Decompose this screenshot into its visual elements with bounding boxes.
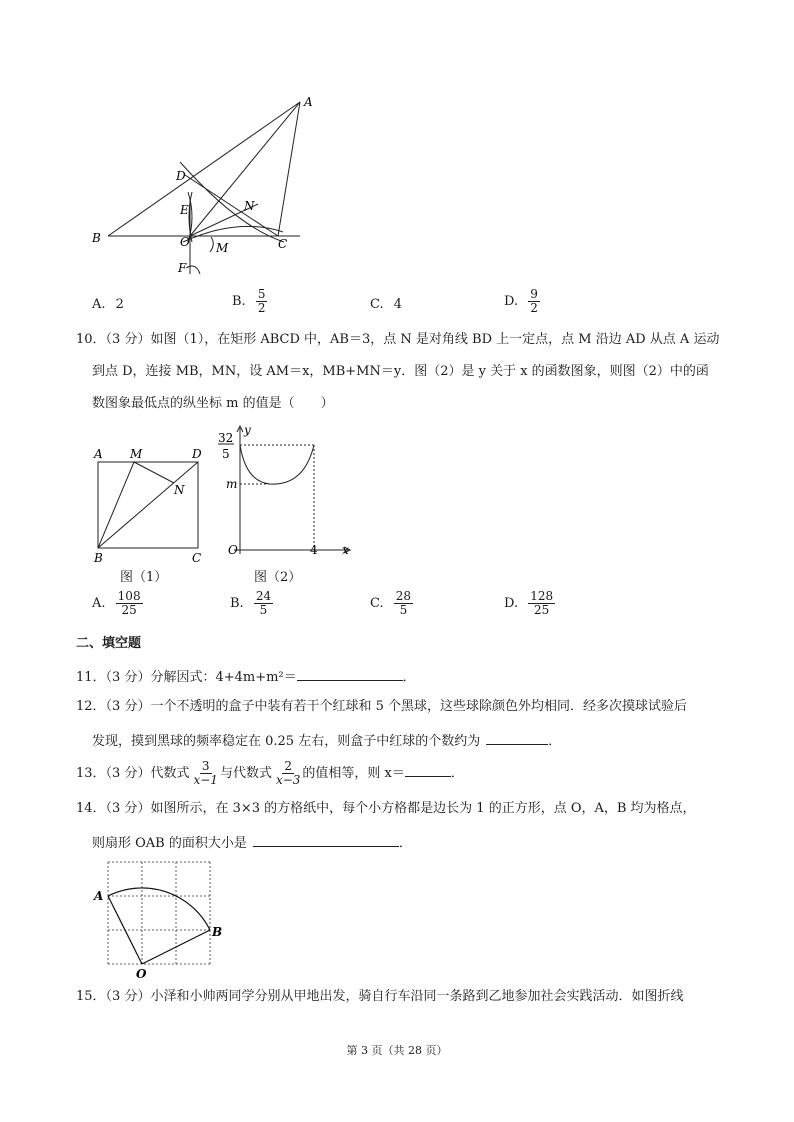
label-n: N <box>174 483 185 497</box>
label-o: O <box>228 543 238 557</box>
label-y: y <box>244 423 251 437</box>
question-text: 发现，摸到黑球的频率稳定在 0.25 左右，则盒子中红球的个数约为 <box>92 734 481 749</box>
fraction-denominator: x−1 <box>193 773 218 787</box>
label-a: A <box>304 95 313 109</box>
option-letter: B. <box>232 294 246 309</box>
option-letter: D. <box>504 294 519 309</box>
question-score: （3 分） <box>105 989 151 1004</box>
page-footer: 第 3 页（共 28 页） <box>346 1044 448 1057</box>
question-text: 的值相等，则 x＝ <box>302 766 405 781</box>
q10-option-c[interactable] <box>370 590 413 617</box>
segment-dc <box>185 175 278 236</box>
label-b: B <box>92 231 101 245</box>
sector-arc-ab <box>108 888 210 930</box>
option-letter: A. <box>92 297 106 312</box>
question-text: 如图（1），在矩形 ABCD 中，AB＝3，点 N 是对角线 BD 上一定点，点 M 沿边 AD 从点 A 运动 <box>150 332 720 347</box>
q9-option-b[interactable] <box>232 288 267 315</box>
fraction-denominator: x−3 <box>275 773 301 787</box>
option-fraction <box>528 590 555 617</box>
q9-option-a[interactable] <box>92 297 124 312</box>
answer-blank[interactable] <box>486 730 548 745</box>
q10-figure-1 <box>88 444 213 564</box>
label-top-num: 32 <box>218 431 234 445</box>
fraction-numerator: 28 <box>395 589 412 603</box>
question-number: 14． <box>76 801 106 816</box>
q12-line2 <box>92 730 752 751</box>
question-end: ． <box>398 836 412 851</box>
label-f: F <box>178 261 187 275</box>
question-text: 与代数式 <box>219 766 272 781</box>
segment-ba <box>108 102 300 236</box>
q14-line1 <box>76 800 736 818</box>
label-c: C <box>278 237 288 251</box>
question-number: 13． <box>76 766 106 781</box>
q10-option-d[interactable] <box>504 590 555 617</box>
question-text: 如图所示，在 3×3 的方格纸中，每个小方格都是边长为 1 的正方形，点 O，A，B 均为格点， <box>150 801 696 816</box>
answer-blank[interactable] <box>253 832 399 847</box>
q10-option-a[interactable] <box>92 590 143 617</box>
label-b: B <box>94 551 103 564</box>
label-n: N <box>244 199 255 213</box>
section-title: 二、填空题 <box>76 636 142 651</box>
fraction-numerator: 3 <box>201 759 210 773</box>
q14-line2 <box>92 832 752 853</box>
label-d: D <box>192 447 202 461</box>
question-score: （3 分） <box>105 801 151 816</box>
q15-line1 <box>76 988 736 1006</box>
q10-line2: 到点 D，连接 MB，MN，设 AM＝x，MB+MN＝y．图（2）是 y 关于 x 的函数图象，则图（2）中的函 <box>92 364 709 379</box>
arc-f <box>186 266 200 274</box>
option-letter: C. <box>370 297 384 312</box>
question-number: 15． <box>76 989 106 1004</box>
option-value: 2 <box>115 297 124 312</box>
label-d: D <box>176 169 186 183</box>
label-a: A <box>94 447 103 461</box>
answer-blank[interactable] <box>297 666 403 681</box>
fraction-denominator: 2 <box>530 301 538 315</box>
label-o: O <box>180 235 190 249</box>
label-c: C <box>192 551 202 564</box>
option-letter: B. <box>230 596 244 611</box>
option-fraction <box>116 590 143 617</box>
label-m: M <box>130 447 143 461</box>
fraction-denominator: 25 <box>534 603 550 617</box>
label-m: M <box>216 241 229 255</box>
q9-option-d[interactable] <box>504 288 540 315</box>
segment-mb <box>98 462 134 548</box>
q10-option-b[interactable] <box>230 590 273 617</box>
option-fraction <box>528 288 540 315</box>
label-m: m <box>226 477 238 491</box>
question-score: （3 分） <box>105 699 151 714</box>
label-b: B <box>212 925 223 939</box>
question-number: 12． <box>76 699 106 714</box>
question-end: ． <box>450 766 464 781</box>
option-letter: D. <box>504 596 519 611</box>
question-end: ． <box>402 670 416 685</box>
question-number: 11． <box>76 670 106 685</box>
fraction-numerator: 5 <box>257 287 266 301</box>
fraction-numerator: 128 <box>530 589 554 603</box>
question-score: （3 分） <box>105 670 151 685</box>
q10-figure-1-caption: 图（1） <box>120 570 168 585</box>
fraction-denominator: 5 <box>259 603 268 617</box>
function-curve <box>240 445 314 484</box>
question-score: （3 分） <box>105 332 151 347</box>
question-score: （3 分） <box>105 766 151 781</box>
q14-figure <box>90 856 230 982</box>
question-text: 代数式 <box>150 766 190 781</box>
q12-line1 <box>76 698 736 716</box>
fraction-denominator: 5 <box>399 603 408 617</box>
question-text: 一个不透明的盒子中装有若干个红球和 5 个黑球，这些球除颜色外均相同．经多次摸球试验后 <box>150 699 687 714</box>
option-value: 4 <box>393 297 403 312</box>
fraction-numerator: 24 <box>255 589 272 603</box>
fraction-denominator: 25 <box>121 603 137 617</box>
segment-ac <box>278 102 300 236</box>
answer-blank[interactable] <box>405 762 451 777</box>
label-x-tick: 4 <box>310 543 318 557</box>
option-fraction <box>254 590 273 617</box>
question-end: ． <box>548 734 562 749</box>
option-letter: C. <box>370 596 384 611</box>
label-x: x <box>342 543 349 557</box>
option-fraction <box>394 590 413 617</box>
option-fraction <box>256 288 268 315</box>
option-letter: A. <box>92 596 106 611</box>
label-o: O <box>136 967 147 981</box>
q10-line3: 数图象最低点的纵坐标 m 的值是（ ） <box>92 396 334 411</box>
question-text: 小泽和小帅两同学分别从甲地出发，骑自行车沿同一条路到乙地参加社会实践活动．如图折线 <box>150 989 684 1004</box>
fraction-numerator: 108 <box>117 589 141 603</box>
label-a: A <box>94 889 104 903</box>
q9-option-c[interactable] <box>370 297 402 312</box>
label-top-den: 5 <box>222 447 230 461</box>
diagonal-bd <box>98 462 198 548</box>
fraction-1 <box>191 760 219 787</box>
arc-m <box>210 237 213 252</box>
q10-figure-2-caption: 图（2） <box>254 570 302 585</box>
arc-om <box>183 226 283 242</box>
fraction-2 <box>274 760 302 787</box>
q10-figure-2 <box>218 420 358 562</box>
segment-ao <box>190 102 300 236</box>
q13 <box>76 760 736 787</box>
q11 <box>76 666 736 687</box>
segment-mn <box>134 462 174 483</box>
fraction-denominator: 2 <box>257 301 266 315</box>
fraction-numerator: 9 <box>530 287 538 301</box>
question-number: 10． <box>76 332 106 347</box>
label-e: E <box>180 203 189 217</box>
fraction-numerator: 2 <box>284 759 292 773</box>
q9-figure <box>88 92 318 282</box>
q10-line1 <box>76 331 736 349</box>
question-text: 分解因式：4+4m+m²＝ <box>150 670 297 685</box>
question-text: 则扇形 OAB 的面积大小是 <box>92 836 247 851</box>
